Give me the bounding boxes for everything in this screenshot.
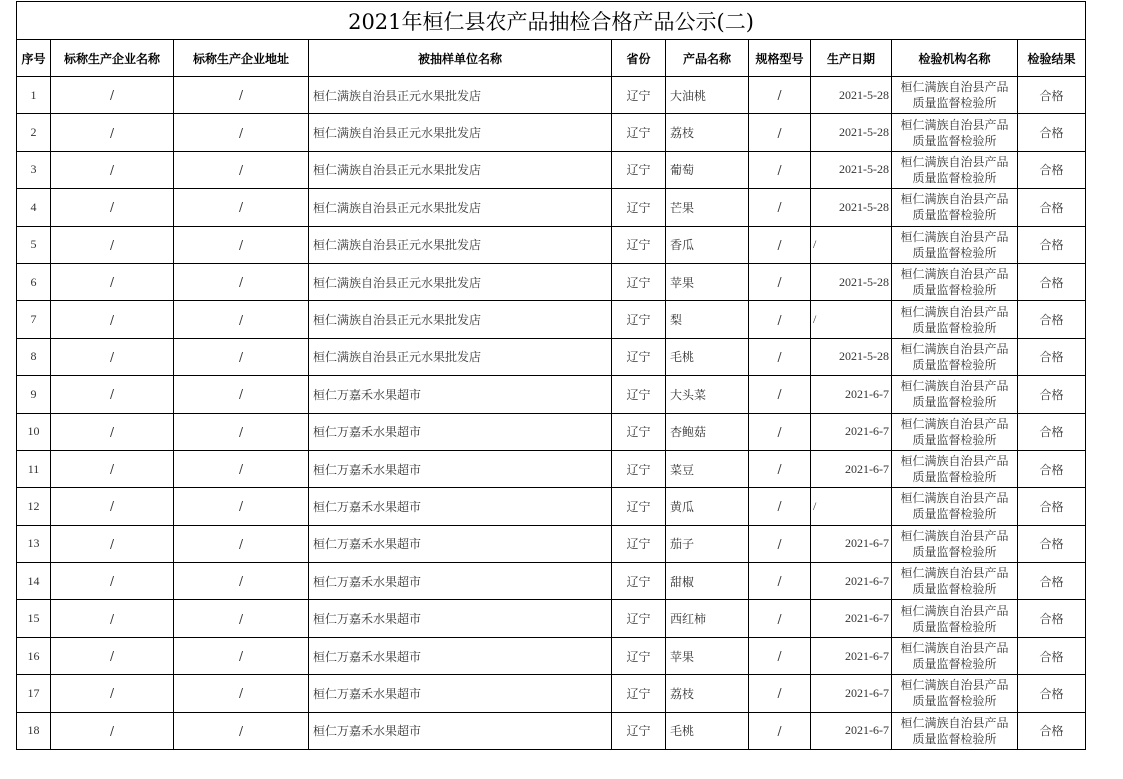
cell-lab-line1: 桓仁满族自治县产品 <box>900 229 1009 244</box>
cell-product: 毛桃 <box>666 712 749 749</box>
cell-lab-line1: 桓仁满族自治县产品 <box>900 304 1009 319</box>
cell-lab-line2: 质量监督检验所 <box>912 619 997 634</box>
cell-prod-date: 2021-5-28 <box>811 114 892 151</box>
cell-lab <box>892 263 1018 300</box>
cell-spec: / <box>749 712 811 749</box>
cell-prod-date: 2021-6-7 <box>811 712 892 749</box>
cell-lab-line1: 桓仁满族自治县产品 <box>900 341 1009 356</box>
cell-lab-line2: 质量监督检验所 <box>912 432 997 447</box>
cell-producer-address: / <box>174 413 309 450</box>
cell-producer-address: / <box>174 226 309 263</box>
cell-producer-address: / <box>174 151 309 188</box>
cell-seq: 16 <box>17 637 51 674</box>
cell-lab-line2: 质量监督检验所 <box>912 320 997 335</box>
cell-sampled-unit: 桓仁万嘉禾水果超市 <box>309 675 612 712</box>
table-row <box>17 525 1086 562</box>
cell-province: 辽宁 <box>612 301 666 338</box>
cell-spec: / <box>749 263 811 300</box>
cell-product: 葡萄 <box>666 151 749 188</box>
cell-spec: / <box>749 637 811 674</box>
cell-product: 黄瓜 <box>666 488 749 525</box>
cell-sampled-unit: 桓仁满族自治县正元水果批发店 <box>309 263 612 300</box>
cell-result: 合格 <box>1018 413 1086 450</box>
cell-producer-address: / <box>174 301 309 338</box>
table-row <box>17 226 1086 263</box>
cell-prod-date: 2021-6-7 <box>811 376 892 413</box>
table-row <box>17 151 1086 188</box>
header-province: 省份 <box>612 40 666 77</box>
cell-producer-name: / <box>51 488 174 525</box>
cell-product: 茄子 <box>666 525 749 562</box>
cell-province: 辽宁 <box>612 525 666 562</box>
cell-spec: / <box>749 413 811 450</box>
cell-result: 合格 <box>1018 114 1086 151</box>
cell-lab-line2: 质量监督检验所 <box>912 544 997 559</box>
cell-producer-address: / <box>174 338 309 375</box>
cell-product: 毛桃 <box>666 338 749 375</box>
cell-province: 辽宁 <box>612 488 666 525</box>
cell-seq: 3 <box>17 151 51 188</box>
inspection-table <box>16 1 1086 750</box>
cell-product: 杏鲍菇 <box>666 413 749 450</box>
cell-lab-line2: 质量监督检验所 <box>912 582 997 597</box>
cell-prod-date: 2021-6-7 <box>811 637 892 674</box>
cell-producer-address: / <box>174 600 309 637</box>
cell-lab-line2: 质量监督检验所 <box>912 357 997 372</box>
cell-seq: 13 <box>17 525 51 562</box>
cell-seq: 7 <box>17 301 51 338</box>
cell-province: 辽宁 <box>612 338 666 375</box>
cell-lab <box>892 712 1018 749</box>
cell-seq: 10 <box>17 413 51 450</box>
cell-lab-line1: 桓仁满族自治县产品 <box>900 192 1009 207</box>
cell-producer-name: / <box>51 189 174 226</box>
header-lab: 检验机构名称 <box>892 40 1018 77</box>
cell-lab-line2: 质量监督检验所 <box>912 507 997 522</box>
cell-lab <box>892 114 1018 151</box>
table-row <box>17 675 1086 712</box>
cell-lab-line1: 桓仁满族自治县产品 <box>900 267 1009 282</box>
cell-seq: 14 <box>17 563 51 600</box>
cell-prod-date: 2021-6-7 <box>811 450 892 487</box>
cell-producer-name: / <box>51 525 174 562</box>
cell-producer-name: / <box>51 77 174 114</box>
cell-result: 合格 <box>1018 600 1086 637</box>
cell-province: 辽宁 <box>612 376 666 413</box>
cell-prod-date: / <box>811 488 892 525</box>
cell-producer-address: / <box>174 450 309 487</box>
cell-lab <box>892 226 1018 263</box>
cell-producer-name: / <box>51 712 174 749</box>
cell-prod-date: 2021-5-28 <box>811 151 892 188</box>
cell-producer-name: / <box>51 413 174 450</box>
cell-producer-address: / <box>174 488 309 525</box>
header-product: 产品名称 <box>666 40 749 77</box>
table-row <box>17 600 1086 637</box>
cell-sampled-unit: 桓仁万嘉禾水果超市 <box>309 563 612 600</box>
cell-result: 合格 <box>1018 712 1086 749</box>
cell-lab <box>892 376 1018 413</box>
cell-result: 合格 <box>1018 525 1086 562</box>
cell-prod-date: 2021-5-28 <box>811 263 892 300</box>
cell-province: 辽宁 <box>612 151 666 188</box>
cell-lab-line1: 桓仁满族自治县产品 <box>900 715 1009 730</box>
cell-province: 辽宁 <box>612 675 666 712</box>
cell-product: 香瓜 <box>666 226 749 263</box>
header-prod-date: 生产日期 <box>811 40 892 77</box>
cell-spec: / <box>749 114 811 151</box>
cell-spec: / <box>749 563 811 600</box>
cell-product: 菜豆 <box>666 450 749 487</box>
cell-result: 合格 <box>1018 450 1086 487</box>
cell-lab-line2: 质量监督检验所 <box>912 470 997 485</box>
header-result: 检验结果 <box>1018 40 1086 77</box>
cell-product: 梨 <box>666 301 749 338</box>
header-producer-name: 标称生产企业名称 <box>51 40 174 77</box>
cell-producer-address: / <box>174 189 309 226</box>
cell-result: 合格 <box>1018 338 1086 375</box>
cell-seq: 1 <box>17 77 51 114</box>
table-row <box>17 77 1086 114</box>
cell-spec: / <box>749 301 811 338</box>
cell-result: 合格 <box>1018 563 1086 600</box>
cell-lab-line1: 桓仁满族自治县产品 <box>900 416 1009 431</box>
cell-lab-line1: 桓仁满族自治县产品 <box>900 454 1009 469</box>
spreadsheet <box>16 1 1086 750</box>
cell-prod-date: / <box>811 226 892 263</box>
table-row <box>17 563 1086 600</box>
cell-producer-name: / <box>51 151 174 188</box>
cell-lab-line2: 质量监督检验所 <box>912 657 997 672</box>
header-seq: 序号 <box>17 40 51 77</box>
cell-result: 合格 <box>1018 637 1086 674</box>
cell-prod-date: / <box>811 301 892 338</box>
cell-producer-name: / <box>51 263 174 300</box>
cell-producer-name: / <box>51 450 174 487</box>
cell-producer-name: / <box>51 563 174 600</box>
cell-lab-line1: 桓仁满族自治县产品 <box>900 566 1009 581</box>
table-row <box>17 338 1086 375</box>
cell-lab-line2: 质量监督检验所 <box>912 731 997 746</box>
cell-lab-line1: 桓仁满族自治县产品 <box>900 641 1009 656</box>
cell-lab-line1: 桓仁满族自治县产品 <box>900 154 1009 169</box>
cell-prod-date: 2021-5-28 <box>811 189 892 226</box>
cell-sampled-unit: 桓仁万嘉禾水果超市 <box>309 376 612 413</box>
cell-seq: 18 <box>17 712 51 749</box>
cell-province: 辽宁 <box>612 450 666 487</box>
cell-product: 芒果 <box>666 189 749 226</box>
cell-lab-line1: 桓仁满族自治县产品 <box>900 678 1009 693</box>
cell-province: 辽宁 <box>612 226 666 263</box>
cell-producer-address: / <box>174 712 309 749</box>
cell-producer-name: / <box>51 637 174 674</box>
cell-producer-name: / <box>51 226 174 263</box>
cell-seq: 12 <box>17 488 51 525</box>
cell-lab-line1: 桓仁满族自治县产品 <box>900 491 1009 506</box>
cell-spec: / <box>749 675 811 712</box>
cell-seq: 2 <box>17 114 51 151</box>
cell-producer-address: / <box>174 77 309 114</box>
cell-prod-date: 2021-5-28 <box>811 338 892 375</box>
cell-province: 辽宁 <box>612 114 666 151</box>
cell-sampled-unit: 桓仁万嘉禾水果超市 <box>309 488 612 525</box>
header-spec: 规格型号 <box>749 40 811 77</box>
cell-sampled-unit: 桓仁万嘉禾水果超市 <box>309 712 612 749</box>
cell-lab-line2: 质量监督检验所 <box>912 694 997 709</box>
cell-result: 合格 <box>1018 376 1086 413</box>
cell-sampled-unit: 桓仁满族自治县正元水果批发店 <box>309 338 612 375</box>
table-row <box>17 189 1086 226</box>
table-row <box>17 376 1086 413</box>
table-row <box>17 450 1086 487</box>
cell-lab-line2: 质量监督检验所 <box>912 245 997 260</box>
cell-lab <box>892 450 1018 487</box>
cell-product: 荔枝 <box>666 114 749 151</box>
cell-lab-line1: 桓仁满族自治县产品 <box>900 80 1009 95</box>
table-row <box>17 301 1086 338</box>
cell-product: 苹果 <box>666 637 749 674</box>
header-producer-address: 标称生产企业地址 <box>174 40 309 77</box>
cell-seq: 11 <box>17 450 51 487</box>
cell-sampled-unit: 桓仁满族自治县正元水果批发店 <box>309 226 612 263</box>
cell-lab-line2: 质量监督检验所 <box>912 208 997 223</box>
cell-producer-name: / <box>51 114 174 151</box>
cell-province: 辽宁 <box>612 563 666 600</box>
cell-lab <box>892 338 1018 375</box>
table-row <box>17 263 1086 300</box>
cell-product: 荔枝 <box>666 675 749 712</box>
cell-sampled-unit: 桓仁满族自治县正元水果批发店 <box>309 114 612 151</box>
header-sampled-unit: 被抽样单位名称 <box>309 40 612 77</box>
cell-spec: / <box>749 338 811 375</box>
cell-producer-address: / <box>174 525 309 562</box>
cell-result: 合格 <box>1018 77 1086 114</box>
cell-producer-name: / <box>51 301 174 338</box>
cell-product: 大头菜 <box>666 376 749 413</box>
cell-lab <box>892 413 1018 450</box>
cell-lab-line1: 桓仁满族自治县产品 <box>900 379 1009 394</box>
cell-seq: 6 <box>17 263 51 300</box>
table-row <box>17 413 1086 450</box>
table-row <box>17 712 1086 749</box>
cell-prod-date: 2021-6-7 <box>811 600 892 637</box>
cell-lab <box>892 151 1018 188</box>
cell-sampled-unit: 桓仁满族自治县正元水果批发店 <box>309 301 612 338</box>
cell-province: 辽宁 <box>612 77 666 114</box>
cell-sampled-unit: 桓仁满族自治县正元水果批发店 <box>309 77 612 114</box>
cell-producer-address: / <box>174 675 309 712</box>
table-body <box>17 77 1086 750</box>
cell-result: 合格 <box>1018 263 1086 300</box>
cell-sampled-unit: 桓仁满族自治县正元水果批发店 <box>309 189 612 226</box>
cell-prod-date: 2021-6-7 <box>811 525 892 562</box>
cell-result: 合格 <box>1018 151 1086 188</box>
cell-lab-line2: 质量监督检验所 <box>912 283 997 298</box>
cell-producer-name: / <box>51 600 174 637</box>
cell-lab-line2: 质量监督检验所 <box>912 96 997 111</box>
cell-spec: / <box>749 488 811 525</box>
cell-product: 西红柿 <box>666 600 749 637</box>
cell-lab <box>892 77 1018 114</box>
cell-producer-address: / <box>174 637 309 674</box>
cell-result: 合格 <box>1018 189 1086 226</box>
cell-seq: 9 <box>17 376 51 413</box>
cell-sampled-unit: 桓仁满族自治县正元水果批发店 <box>309 151 612 188</box>
cell-lab <box>892 563 1018 600</box>
cell-province: 辽宁 <box>612 600 666 637</box>
cell-producer-address: / <box>174 263 309 300</box>
cell-spec: / <box>749 151 811 188</box>
cell-lab-line2: 质量监督检验所 <box>912 395 997 410</box>
cell-lab <box>892 600 1018 637</box>
cell-lab <box>892 675 1018 712</box>
cell-sampled-unit: 桓仁万嘉禾水果超市 <box>309 450 612 487</box>
cell-spec: / <box>749 525 811 562</box>
cell-lab-line1: 桓仁满族自治县产品 <box>900 117 1009 132</box>
cell-seq: 17 <box>17 675 51 712</box>
cell-spec: / <box>749 226 811 263</box>
cell-province: 辽宁 <box>612 413 666 450</box>
header-row <box>17 40 1086 77</box>
cell-producer-address: / <box>174 114 309 151</box>
cell-sampled-unit: 桓仁万嘉禾水果超市 <box>309 525 612 562</box>
table-row <box>17 114 1086 151</box>
table-row <box>17 637 1086 674</box>
cell-product: 苹果 <box>666 263 749 300</box>
cell-producer-address: / <box>174 563 309 600</box>
cell-prod-date: 2021-6-7 <box>811 563 892 600</box>
cell-sampled-unit: 桓仁万嘉禾水果超市 <box>309 637 612 674</box>
cell-producer-name: / <box>51 338 174 375</box>
cell-spec: / <box>749 600 811 637</box>
cell-product: 甜椒 <box>666 563 749 600</box>
cell-spec: / <box>749 77 811 114</box>
cell-spec: / <box>749 450 811 487</box>
cell-result: 合格 <box>1018 301 1086 338</box>
cell-lab <box>892 488 1018 525</box>
cell-product: 大油桃 <box>666 77 749 114</box>
cell-lab-line2: 质量监督检验所 <box>912 170 997 185</box>
cell-province: 辽宁 <box>612 712 666 749</box>
cell-seq: 15 <box>17 600 51 637</box>
cell-province: 辽宁 <box>612 189 666 226</box>
cell-lab <box>892 189 1018 226</box>
cell-province: 辽宁 <box>612 637 666 674</box>
cell-prod-date: 2021-6-7 <box>811 675 892 712</box>
cell-lab <box>892 301 1018 338</box>
cell-sampled-unit: 桓仁万嘉禾水果超市 <box>309 600 612 637</box>
cell-lab-line1: 桓仁满族自治县产品 <box>900 528 1009 543</box>
cell-prod-date: 2021-5-28 <box>811 77 892 114</box>
cell-spec: / <box>749 376 811 413</box>
cell-prod-date: 2021-6-7 <box>811 413 892 450</box>
cell-province: 辽宁 <box>612 263 666 300</box>
cell-lab-line2: 质量监督检验所 <box>912 133 997 148</box>
page-title: 2021年桓仁县农产品抽检合格产品公示(二) <box>17 2 1086 40</box>
cell-lab <box>892 637 1018 674</box>
cell-lab <box>892 525 1018 562</box>
table-row <box>17 488 1086 525</box>
cell-seq: 5 <box>17 226 51 263</box>
cell-sampled-unit: 桓仁万嘉禾水果超市 <box>309 413 612 450</box>
cell-lab-line1: 桓仁满族自治县产品 <box>900 603 1009 618</box>
cell-producer-name: / <box>51 376 174 413</box>
cell-seq: 4 <box>17 189 51 226</box>
cell-spec: / <box>749 189 811 226</box>
cell-result: 合格 <box>1018 675 1086 712</box>
cell-result: 合格 <box>1018 488 1086 525</box>
cell-seq: 8 <box>17 338 51 375</box>
cell-result: 合格 <box>1018 226 1086 263</box>
cell-producer-name: / <box>51 675 174 712</box>
cell-producer-address: / <box>174 376 309 413</box>
